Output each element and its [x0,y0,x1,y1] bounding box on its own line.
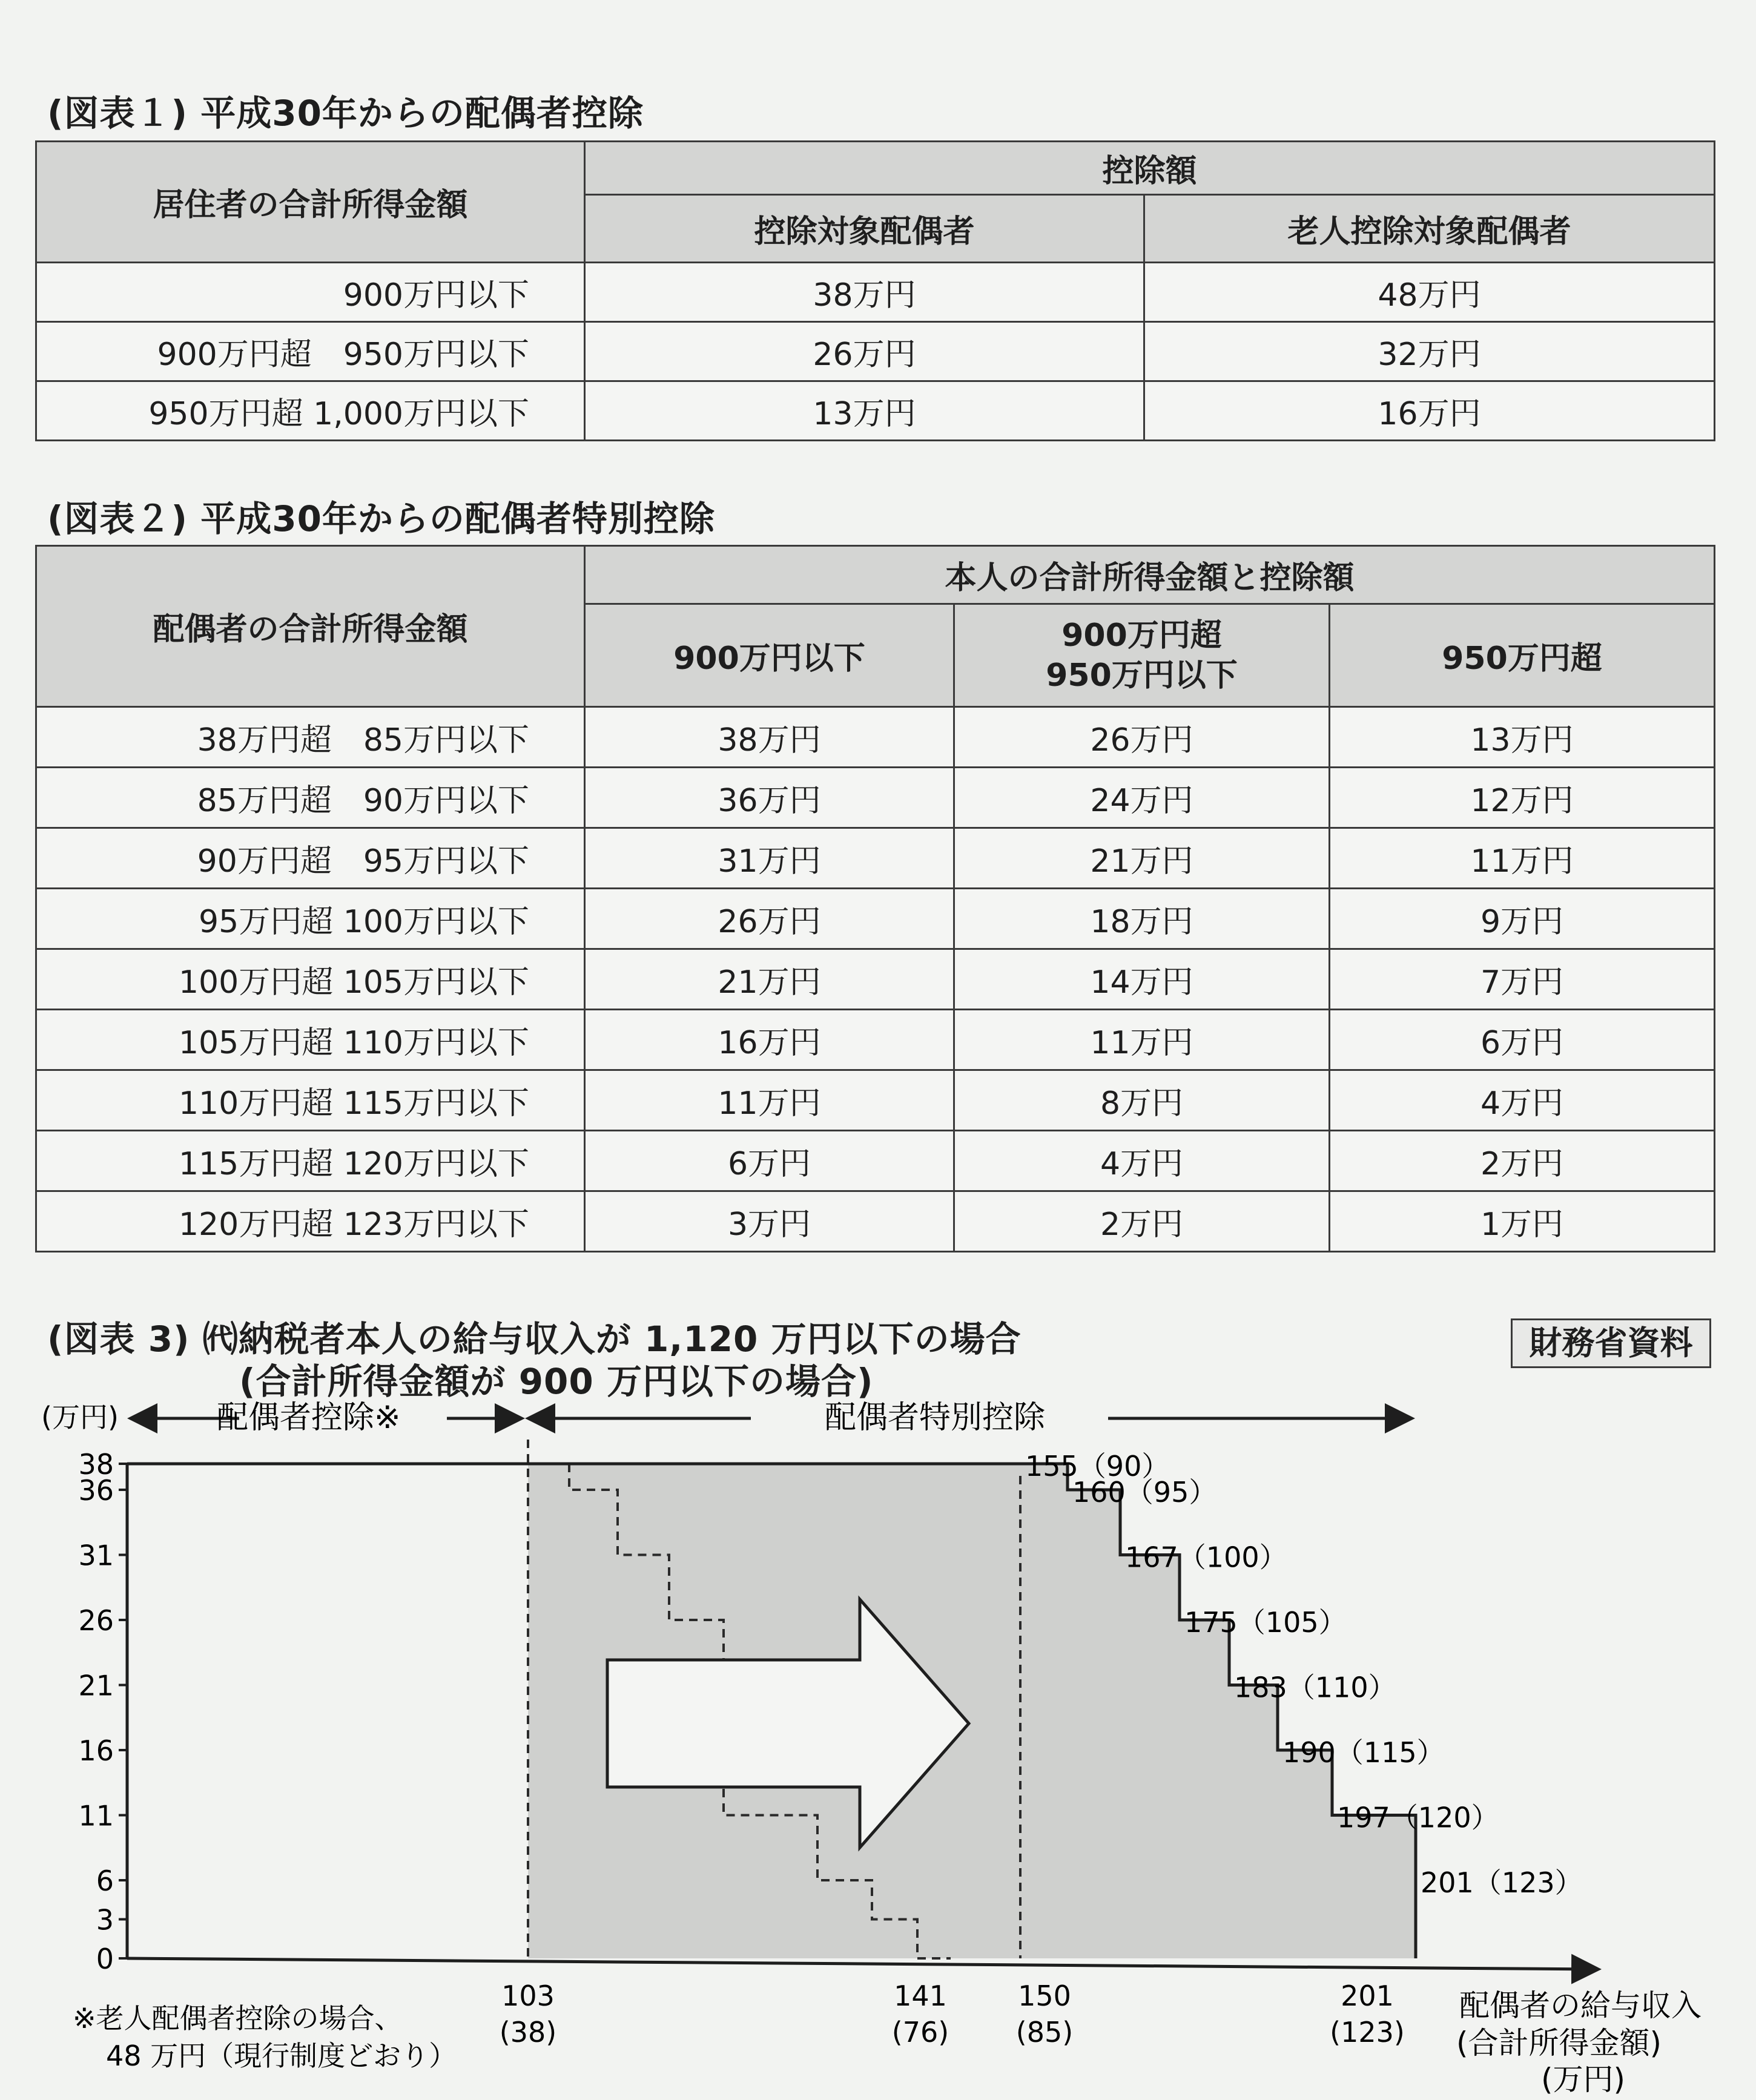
x-axis-unit: (万円) [1541,2062,1626,2097]
figure3-caption: (図表 3) ㈹納税者本人の給与収入が 1,120 万円以下の場合 [47,1318,1022,1360]
table-row [36,263,1715,322]
step-label: 190（115） [1282,1736,1445,1769]
cell: 13万円 [1330,707,1715,768]
table1-group-header: 控除額 [585,142,1715,195]
x-axis-sublabel: (合計所得金額) [1456,2026,1662,2061]
y-tick-label: 0 [96,1943,114,1975]
cell: 12万円 [1330,768,1715,828]
cell: 26万円 [585,322,1144,381]
x-tick-sublabel: (38) [499,2016,557,2049]
cell: 16万円 [585,1010,954,1070]
step-label: 155（90） [1025,1450,1170,1483]
footnote-line2: 48 万円（現行制度どおり） [106,2039,457,2072]
y-axis-unit: (万円) [41,1401,119,1433]
cell: 2万円 [954,1191,1330,1252]
table-row [36,828,1715,889]
y-tick-label: 26 [78,1604,114,1637]
step-label: 201（123） [1421,1866,1583,1899]
row-label: 900万円以下 [36,263,585,322]
y-tick-label: 31 [78,1539,114,1572]
table-row [36,322,1715,381]
step-label: 197（120） [1337,1801,1499,1834]
deduction-step-chart [0,1271,1756,2100]
table2-col-header: 900万円超 950万円以下 [954,604,1330,707]
step-label: 160（95） [1072,1476,1217,1509]
cell: 11万円 [954,1010,1330,1070]
x-tick-sublabel: (76) [891,2016,949,2049]
cell: 2万円 [1330,1131,1715,1191]
row-label: 900万円超 950万円以下 [36,322,585,381]
cell: 38万円 [585,707,954,768]
cell: 3万円 [585,1191,954,1252]
table1-col-header: 老人控除対象配偶者 [1144,195,1715,263]
y-tick-label: 3 [96,1903,114,1937]
table2-group-header: 本人の合計所得金額と控除額 [585,546,1715,604]
x-tick-sublabel: (123) [1330,2016,1405,2049]
table2-caption: (図表２) 平成30年からの配偶者特別控除 [47,498,715,539]
cell: 32万円 [1144,322,1715,381]
y-tick-label: 6 [96,1865,114,1897]
step-label: 183（110） [1234,1671,1396,1704]
y-tick-label: 11 [78,1799,114,1832]
cell: 6万円 [585,1131,954,1191]
row-label: 950万円超 1,000万円以下 [36,381,585,441]
row-label: 105万円超 110万円以下 [36,1010,585,1070]
table-row [36,1131,1715,1191]
cell: 38万円 [585,263,1144,322]
x-tick-sublabel: (85) [1015,2016,1074,2049]
y-tick-label: 36 [78,1474,114,1507]
y-tick-label: 21 [78,1669,114,1702]
cell: 26万円 [585,889,954,949]
table-row [36,1010,1715,1070]
table-row [36,768,1715,828]
y-tick-label: 16 [78,1734,114,1767]
cell: 7万円 [1330,949,1715,1010]
cell: 6万円 [1330,1010,1715,1070]
row-label: 90万円超 95万円以下 [36,828,585,889]
table-row [36,1070,1715,1131]
cell: 21万円 [585,949,954,1010]
cell: 8万円 [954,1070,1330,1131]
range-label-special-deduction: 配偶者特別控除 [825,1400,1046,1436]
row-label: 110万円超 115万円以下 [36,1070,585,1131]
cell: 9万円 [1330,889,1715,949]
table-row [36,1191,1715,1252]
footnote-line1: ※老人配偶者控除の場合、 [73,2002,403,2035]
cell: 21万円 [954,828,1330,889]
table-row [36,707,1715,768]
cell: 16万円 [1144,381,1715,441]
step-label: 175（105） [1184,1606,1347,1639]
cell: 13万円 [585,381,1144,441]
y-tick-label: 38 [78,1448,114,1481]
x-axis-label: 配偶者の給与収入 [1459,1988,1702,2023]
figure3-subcaption: (合計所得金額が 900 万円以下の場合) [239,1361,874,1402]
cell: 11万円 [585,1070,954,1131]
range-label-spouse-deduction: 配偶者控除※ [217,1400,401,1436]
x-axis [127,1958,1599,1969]
table-row [36,889,1715,949]
row-label: 100万円超 105万円以下 [36,949,585,1010]
cell: 26万円 [954,707,1330,768]
cell: 18万円 [954,889,1330,949]
table2-col-header: 950万円超 [1330,604,1715,707]
table2-row-header: 配偶者の合計所得金額 [36,546,585,707]
table-row [36,381,1715,441]
row-label: 115万円超 120万円以下 [36,1131,585,1191]
x-tick-label: 201 [1341,1980,1394,2012]
row-label: 85万円超 90万円以下 [36,768,585,828]
x-tick-label: 150 [1018,1980,1071,2012]
step-label: 167（100） [1125,1541,1287,1574]
table1 [35,140,1715,441]
cell: 36万円 [585,768,954,828]
cell: 14万円 [954,949,1330,1010]
table1-row-header: 居住者の合計所得金額 [36,142,585,263]
table-row [36,949,1715,1010]
x-tick-label: 141 [894,1980,947,2012]
cell: 48万円 [1144,263,1715,322]
table1-col-header: 控除対象配偶者 [585,195,1144,263]
row-label: 38万円超 85万円以下 [36,707,585,768]
row-label: 120万円超 123万円以下 [36,1191,585,1252]
row-label: 95万円超 100万円以下 [36,889,585,949]
cell: 1万円 [1330,1191,1715,1252]
cell: 31万円 [585,828,954,889]
cell: 4万円 [1330,1070,1715,1131]
table2-col-header: 900万円以下 [585,604,954,707]
cell: 4万円 [954,1131,1330,1191]
x-tick-label: 103 [501,1980,555,2012]
table1-caption: (図表１) 平成30年からの配偶者控除 [47,93,644,134]
table2 [35,545,1715,1252]
source-badge: 財務省資料 [1511,1318,1711,1368]
cell: 11万円 [1330,828,1715,889]
cell: 24万円 [954,768,1330,828]
